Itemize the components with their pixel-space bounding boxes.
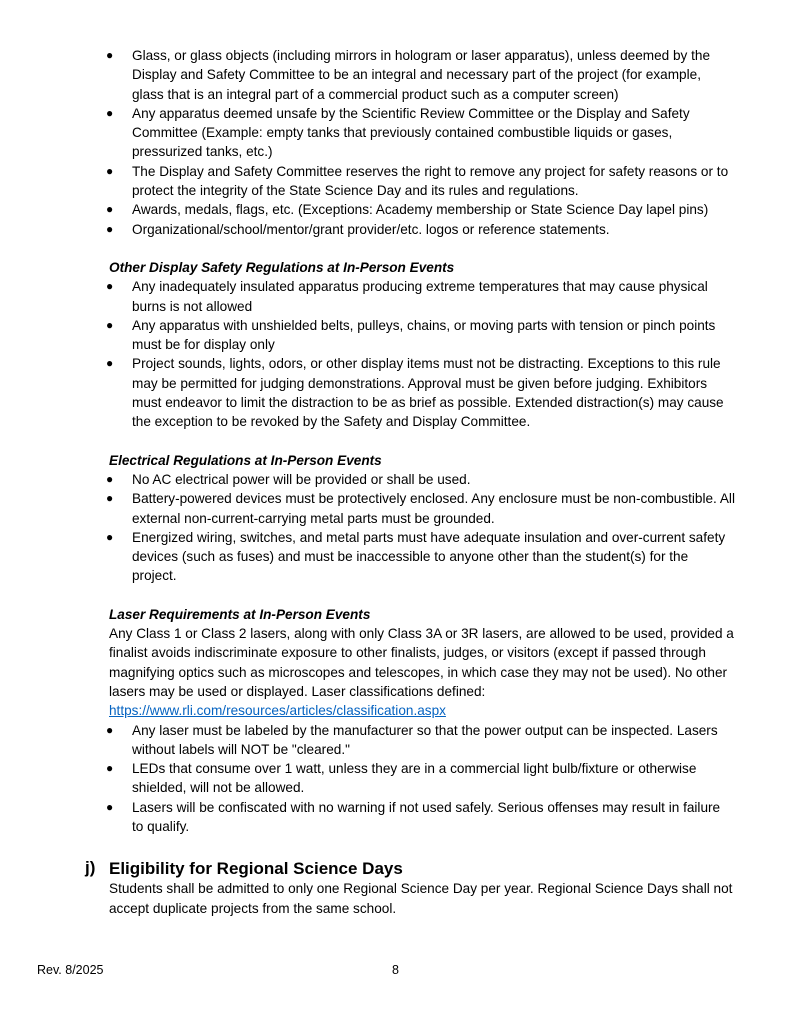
bullet-icon: ● — [106, 529, 114, 544]
section-letter: j) — [85, 858, 96, 878]
bullet-icon: ● — [106, 471, 114, 486]
list-item: ● LEDs that consume over 1 watt, unless they are in a commercial light bulb/fixture or otherwise shielded, will not be allowed. — [106, 761, 697, 796]
list-item: ● Energized wiring, switches, and metal parts must have adequate insulation and over-current safety devices (such as fuses) and must be inaccessible to anyone other than the student(s) for the project. — [106, 529, 726, 584]
list-item: ● Lasers will be confiscated with no warning if not used safely. Serious offenses may result in failure to qualify. — [106, 799, 721, 834]
section-heading: Electrical Regulations at In-Person Events — [109, 452, 382, 468]
bullet-icon: ● — [106, 491, 114, 506]
laser-paragraph: Any Class 1 or Class 2 lasers, along with only Class 3A or 3R lasers, are allowed to be used, provided a finalist avoids indiscriminate exposure to other finalists, judges, or visitors (except if passed through magnifying optics such as microscopes and telescopes, in which case they may not be used). No other lasers may be used or displayed. Laser classifications defined: — [109, 626, 734, 699]
other-display-section — [106, 258, 735, 432]
bullet-icon: ● — [106, 279, 114, 294]
page-number: 8 — [392, 963, 399, 977]
revision-label: Rev. 8/2025 — [37, 963, 104, 977]
list-item: ● Battery-powered devices must be protectively enclosed. Any enclosure must be non-combustible. All external non-current-carrying metal parts must be grounded. — [106, 491, 735, 526]
page-content — [85, 46, 735, 918]
list-item: ● The Display and Safety Committee reserves the right to remove any project for safety reasons or to protect the integrity of the State Science Day and its rules and regulations. — [106, 163, 729, 199]
bullet-icon: ● — [106, 105, 114, 120]
list-item: ● Any inadequately insulated apparatus producing extreme temperatures that may cause physical burns is not allowed — [106, 279, 708, 314]
prohibited-items-list — [106, 46, 735, 239]
list-item: ● Organizational/school/mentor/grant provider/etc. logos or reference statements. — [109, 220, 735, 239]
electrical-section — [106, 451, 735, 586]
electrical-list — [106, 470, 735, 586]
list-item: ● Project sounds, lights, odors, or other display items must not be distracting. Exceptions to this rule may be permitted for judging demonstrations. Approval must be given before judging. Exhibitors must endeavor to limit the distraction to be as brief as possible. Extended distraction(s) may cause the exception to be revoked by the Safety and Display Committee. — [106, 356, 724, 430]
list-item: ● Any laser must be labeled by the manufacturer so that the power output can be inspected. Lasers without labels will NOT be "cleared." — [106, 722, 718, 757]
section-heading: Other Display Safety Regulations at In-Person Events — [109, 259, 455, 275]
bullet-icon: ● — [106, 799, 114, 814]
bullet-icon: ● — [106, 221, 114, 236]
bullet-icon: ● — [106, 202, 114, 217]
bullet-icon: ● — [106, 163, 114, 178]
laser-section — [106, 605, 735, 837]
section-heading: Laser Requirements at In-Person Events — [109, 606, 371, 622]
laser-classification-link[interactable]: https://www.rli.com/resources/articles/classification.aspx — [109, 703, 446, 719]
list-item: ● Any apparatus with unshielded belts, pulleys, chains, or moving parts with tension or pinch points must be for display only — [106, 317, 716, 353]
list-item: ● No AC electrical power will be provided or shall be used. — [109, 470, 735, 489]
laser-list — [106, 721, 735, 837]
list-item: ● Any apparatus deemed unsafe by the Scientific Review Committee or the Display and Safety Committee (Example: empty tanks that previously contained combustible liquids or gases, pressurized tanks, etc.) — [106, 105, 690, 160]
bullet-icon: ● — [106, 761, 114, 776]
list-item: ● Glass, or glass objects (including mirrors in hologram or laser apparatus), unless deemed by the Display and Safety Committee to be an integral and necessary part of the project (for example, glass that is an integral part of a commercial product such as a computer screen) — [106, 48, 710, 102]
list-item: ● Awards, medals, flags, etc. (Exceptions: Academy membership or State Science Day lapel pins) — [109, 200, 735, 219]
eligibility-paragraph: Students shall be admitted to only one Regional Science Day per year. Regional Science Days shall not accept duplicate projects from the same school. — [109, 881, 733, 916]
bullet-icon: ● — [106, 317, 114, 332]
bullet-icon: ● — [106, 722, 114, 737]
eligibility-section — [85, 858, 735, 918]
section-title: Eligibility for Regional Science Days — [109, 859, 403, 879]
other-display-list — [106, 277, 735, 431]
bullet-icon: ● — [106, 356, 114, 371]
bullet-icon: ● — [106, 48, 114, 62]
